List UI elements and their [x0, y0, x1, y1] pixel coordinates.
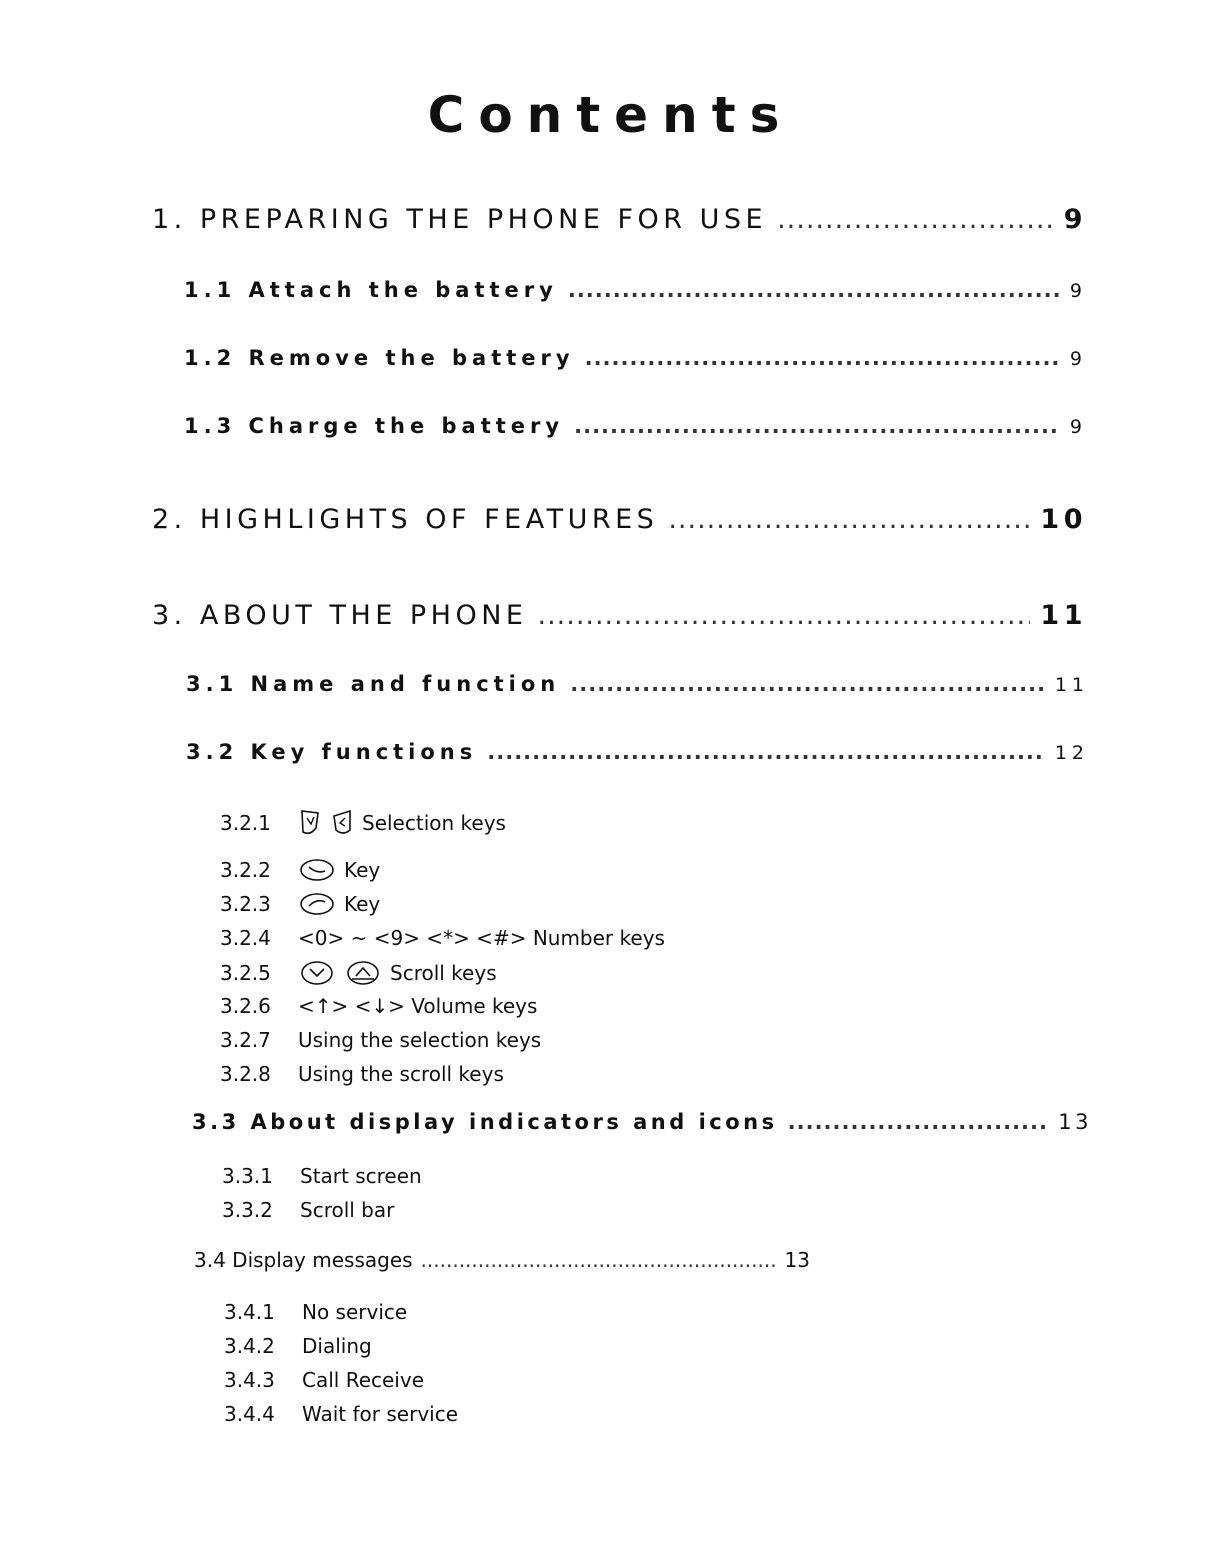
- toc-page-number: 11: [1040, 600, 1087, 631]
- scroll-down-icon: [298, 960, 336, 986]
- toc-page-number: 11: [1054, 674, 1089, 696]
- toc-page-number: 9: [1063, 204, 1087, 235]
- subitem-text: Dialing: [302, 1334, 372, 1358]
- send-key-icon: [298, 858, 336, 882]
- subitem-text: <0> ~ <9> <*> <#> Number keys: [298, 926, 665, 950]
- left-soft-key-icon: [298, 808, 322, 838]
- leader-dots: [574, 414, 1060, 438]
- subitem-number: 3.2.6: [220, 994, 271, 1018]
- toc-page-number: 9: [1069, 280, 1087, 302]
- subitem-text: Scroll keys: [390, 961, 497, 985]
- toc-subitem-3-4-1[interactable]: [224, 1300, 407, 1324]
- toc-label: 3.2 Key functions: [186, 740, 478, 764]
- toc-subitem-3-2-7[interactable]: [220, 1028, 541, 1052]
- toc-page-number: 13: [1058, 1110, 1092, 1134]
- toc-label: 3.4 Display messages: [194, 1248, 413, 1272]
- toc-entry-3-1[interactable]: [186, 672, 1089, 696]
- subitem-text: Key: [344, 858, 381, 882]
- toc-entry-3-3[interactable]: [192, 1110, 1092, 1134]
- toc-subitem-3-4-2[interactable]: [224, 1334, 372, 1358]
- toc-entry-1-1[interactable]: [184, 278, 1087, 302]
- leader-dots: [568, 278, 1060, 302]
- subitem-number: 3.2.1: [220, 811, 271, 835]
- toc-page-number: 10: [1040, 504, 1087, 535]
- leader-dots: [585, 346, 1060, 370]
- toc-label: 1.2 Remove the battery: [184, 346, 575, 370]
- subitem-text: Wait for service: [302, 1402, 459, 1426]
- toc-label: 3.1 Name and function: [186, 672, 561, 696]
- subitem-number: 3.3.1: [222, 1164, 273, 1188]
- subitem-number: 3.4.3: [224, 1368, 275, 1392]
- toc-subitem-3-2-4[interactable]: [220, 926, 665, 950]
- leader-dots: [487, 740, 1045, 764]
- subitem-text: Using the selection keys: [298, 1028, 542, 1052]
- subitem-number: 3.2.7: [220, 1028, 271, 1052]
- toc-subitem-3-3-2[interactable]: [222, 1198, 394, 1222]
- toc-entry-1-3[interactable]: [184, 414, 1087, 438]
- subitem-text: Call Receive: [302, 1368, 424, 1392]
- subitem-number: 3.2.5: [220, 961, 271, 985]
- subitem-text: Selection keys: [362, 811, 506, 835]
- toc-entry-3-2[interactable]: [186, 740, 1089, 764]
- toc-subitem-3-2-6[interactable]: [220, 994, 537, 1018]
- toc-page-number: 9: [1069, 348, 1087, 370]
- toc-entry-1-2[interactable]: [184, 346, 1087, 370]
- subitem-text: Using the scroll keys: [298, 1062, 504, 1086]
- toc-label: 3. ABOUT THE PHONE: [152, 600, 528, 631]
- toc-entry-3[interactable]: [152, 600, 1087, 631]
- toc-page-number: 9: [1069, 416, 1087, 438]
- toc-entry-2[interactable]: [152, 504, 1087, 535]
- subitem-number: 3.4.1: [224, 1300, 275, 1324]
- right-soft-key-icon: [330, 808, 354, 838]
- leader-dots: [570, 672, 1045, 696]
- toc-label: 2. HIGHLIGHTS OF FEATURES: [152, 504, 659, 535]
- subitem-number: 3.2.4: [220, 926, 271, 950]
- scroll-up-icon: [344, 960, 382, 986]
- end-key-icon: [298, 892, 336, 916]
- subitem-text: Key: [344, 892, 381, 916]
- leader-dots: [777, 204, 1054, 235]
- subitem-text: <↑> <↓> Volume keys: [298, 994, 538, 1018]
- toc-subitem-3-2-1[interactable]: [220, 808, 506, 838]
- toc-label: 3.3 About display indicators and icons: [192, 1110, 778, 1134]
- subitem-number: 3.2.8: [220, 1062, 271, 1086]
- subitem-text: No service: [302, 1300, 408, 1324]
- subitem-text: Start screen: [300, 1164, 422, 1188]
- toc-label: 1.1 Attach the battery: [184, 278, 558, 302]
- toc-subitem-3-2-2[interactable]: [220, 858, 380, 882]
- leader-dots: [668, 504, 1030, 535]
- toc-subitem-3-3-1[interactable]: [222, 1164, 422, 1188]
- toc-entry-1[interactable]: [152, 204, 1087, 235]
- toc-subitem-3-4-4[interactable]: [224, 1402, 458, 1426]
- toc-subitem-3-2-8[interactable]: [220, 1062, 504, 1086]
- leader-dots: [537, 600, 1030, 631]
- page-title: Contents: [427, 86, 794, 144]
- toc-entry-3-4[interactable]: [194, 1248, 810, 1272]
- subitem-number: 3.3.2: [222, 1198, 273, 1222]
- toc-subitem-3-2-5[interactable]: [220, 960, 497, 986]
- toc-label: 1. PREPARING THE PHONE FOR USE: [152, 204, 768, 235]
- leader-dots: [421, 1248, 777, 1272]
- subitem-number: 3.2.3: [220, 892, 271, 916]
- subitem-number: 3.4.2: [224, 1334, 275, 1358]
- toc-page-number: 13: [784, 1248, 810, 1272]
- toc-subitem-3-2-3[interactable]: [220, 892, 380, 916]
- toc-page-number: 12: [1054, 742, 1089, 764]
- subitem-text: Scroll bar: [300, 1198, 395, 1222]
- toc-label: 1.3 Charge the battery: [184, 414, 565, 438]
- subitem-number: 3.2.2: [220, 858, 271, 882]
- leader-dots: [788, 1110, 1049, 1134]
- subitem-number: 3.4.4: [224, 1402, 275, 1426]
- toc-subitem-3-4-3[interactable]: [224, 1368, 424, 1392]
